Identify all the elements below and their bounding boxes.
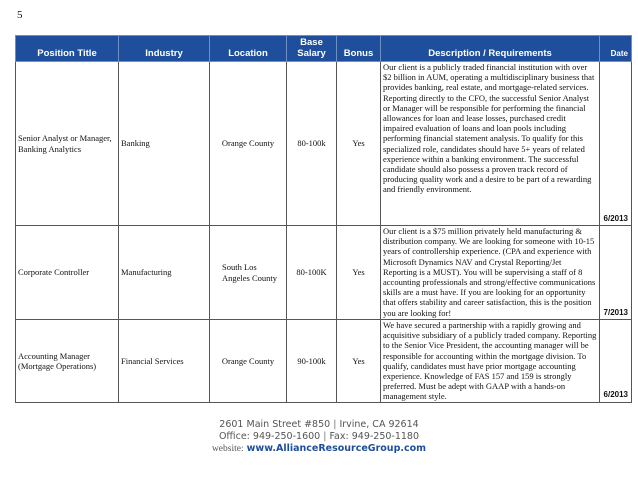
salary-cell: 80-100k	[287, 62, 337, 226]
footer-fax: Fax: 949-250-1180	[329, 431, 420, 442]
bonus-cell: Yes	[337, 62, 381, 226]
bonus-cell: Yes	[337, 320, 381, 403]
date-cell: 7/2013	[600, 226, 632, 320]
header-row	[16, 36, 632, 62]
date-cell: 6/2013	[600, 62, 632, 226]
table-row	[16, 62, 632, 226]
footer-address: 2601 Main Street #850	[219, 419, 331, 430]
footer-website-link[interactable]: www.AllianceResourceGroup.com	[246, 443, 427, 454]
position-title-cell: Accounting Manager (Mortgage Operations)	[16, 320, 119, 403]
footer-website-line	[0, 443, 638, 455]
description-cell: We have secured a partnership with a rapidly growing and acquisitive subsidiary of a publicly traded company. Reporting to the Senior Vice President, the accounting manager will be responsible for accounting within the mortgage division. To qualify, candidates must have prior mortgage accounting experience. Knowledge of FAS 157 and 159 is strongly preferred. Must be adept with GAAP with a hands-on management style.	[381, 320, 600, 403]
footer-website-label: website:	[211, 444, 244, 454]
footer-separator: |	[333, 419, 337, 430]
bonus-cell: Yes	[337, 226, 381, 320]
position-title-cell: Corporate Controller	[16, 226, 119, 320]
header-industry: Industry	[119, 36, 210, 62]
footer-phone-line	[0, 431, 638, 443]
header-position-title: Position Title	[16, 36, 119, 62]
table-row	[16, 226, 632, 320]
table-row	[16, 320, 632, 403]
industry-cell: Banking	[119, 62, 210, 226]
header-date: Date	[600, 36, 632, 62]
footer-city: Irvine, CA 92614	[339, 419, 419, 430]
salary-cell: 80-100K	[287, 226, 337, 320]
header-base-salary: Base Salary	[287, 36, 337, 62]
header-location: Location	[210, 36, 287, 62]
header-description: Description / Requirements	[381, 36, 600, 62]
footer-address-line	[0, 419, 638, 431]
description-cell: Our client is a publicly traded financial institution with over $2 billion in AUM, operating a multidisciplinary business that provides banking, real estate, and mortgage-related services. Reporting directly to the CFO, the successful Senior Analyst or Manager will be responsible for performing the financial allowances for loan and lease losses, purchased credit impaired evaluation of loans and loan pools including performing financial statement analysis. To qualify for this specialized role, candidates should have 5+ years of related experience within a banking environment. The successful candidate should also possess a proven track record of producing quality work and a desire to be part of a rewarding and friendly environment.	[381, 62, 600, 226]
industry-cell: Manufacturing	[119, 226, 210, 320]
description-cell: Our client is a $75 million privately held manufacturing & distribution company. We are looking for someone with 10-15 years of controllership experience. (CPA and experience with Microsoft Dynamics NAV and Crystal Reporting/Jet Reporting is a MUST). You will be supervising a staff of 8 accounting professionals and strong/effective communications skills are a must have. If you are looking for an opportunity that offers stability and career satisfaction, this is the position you are looking for!	[381, 226, 600, 320]
salary-cell: 90-100k	[287, 320, 337, 403]
footer-office-phone: Office: 949-250-1600	[218, 431, 321, 442]
location-cell: South Los Angeles County	[210, 226, 287, 320]
footer-separator: |	[323, 431, 327, 442]
date-cell: 6/2013	[600, 320, 632, 403]
job-listings-table	[15, 35, 632, 403]
position-title-cell: Senior Analyst or Manager, Banking Analytics	[16, 62, 119, 226]
header-bonus: Bonus	[337, 36, 381, 62]
page-number: 5	[17, 9, 23, 21]
location-cell: Orange County	[210, 320, 287, 403]
location-cell: Orange County	[210, 62, 287, 226]
industry-cell: Financial Services	[119, 320, 210, 403]
